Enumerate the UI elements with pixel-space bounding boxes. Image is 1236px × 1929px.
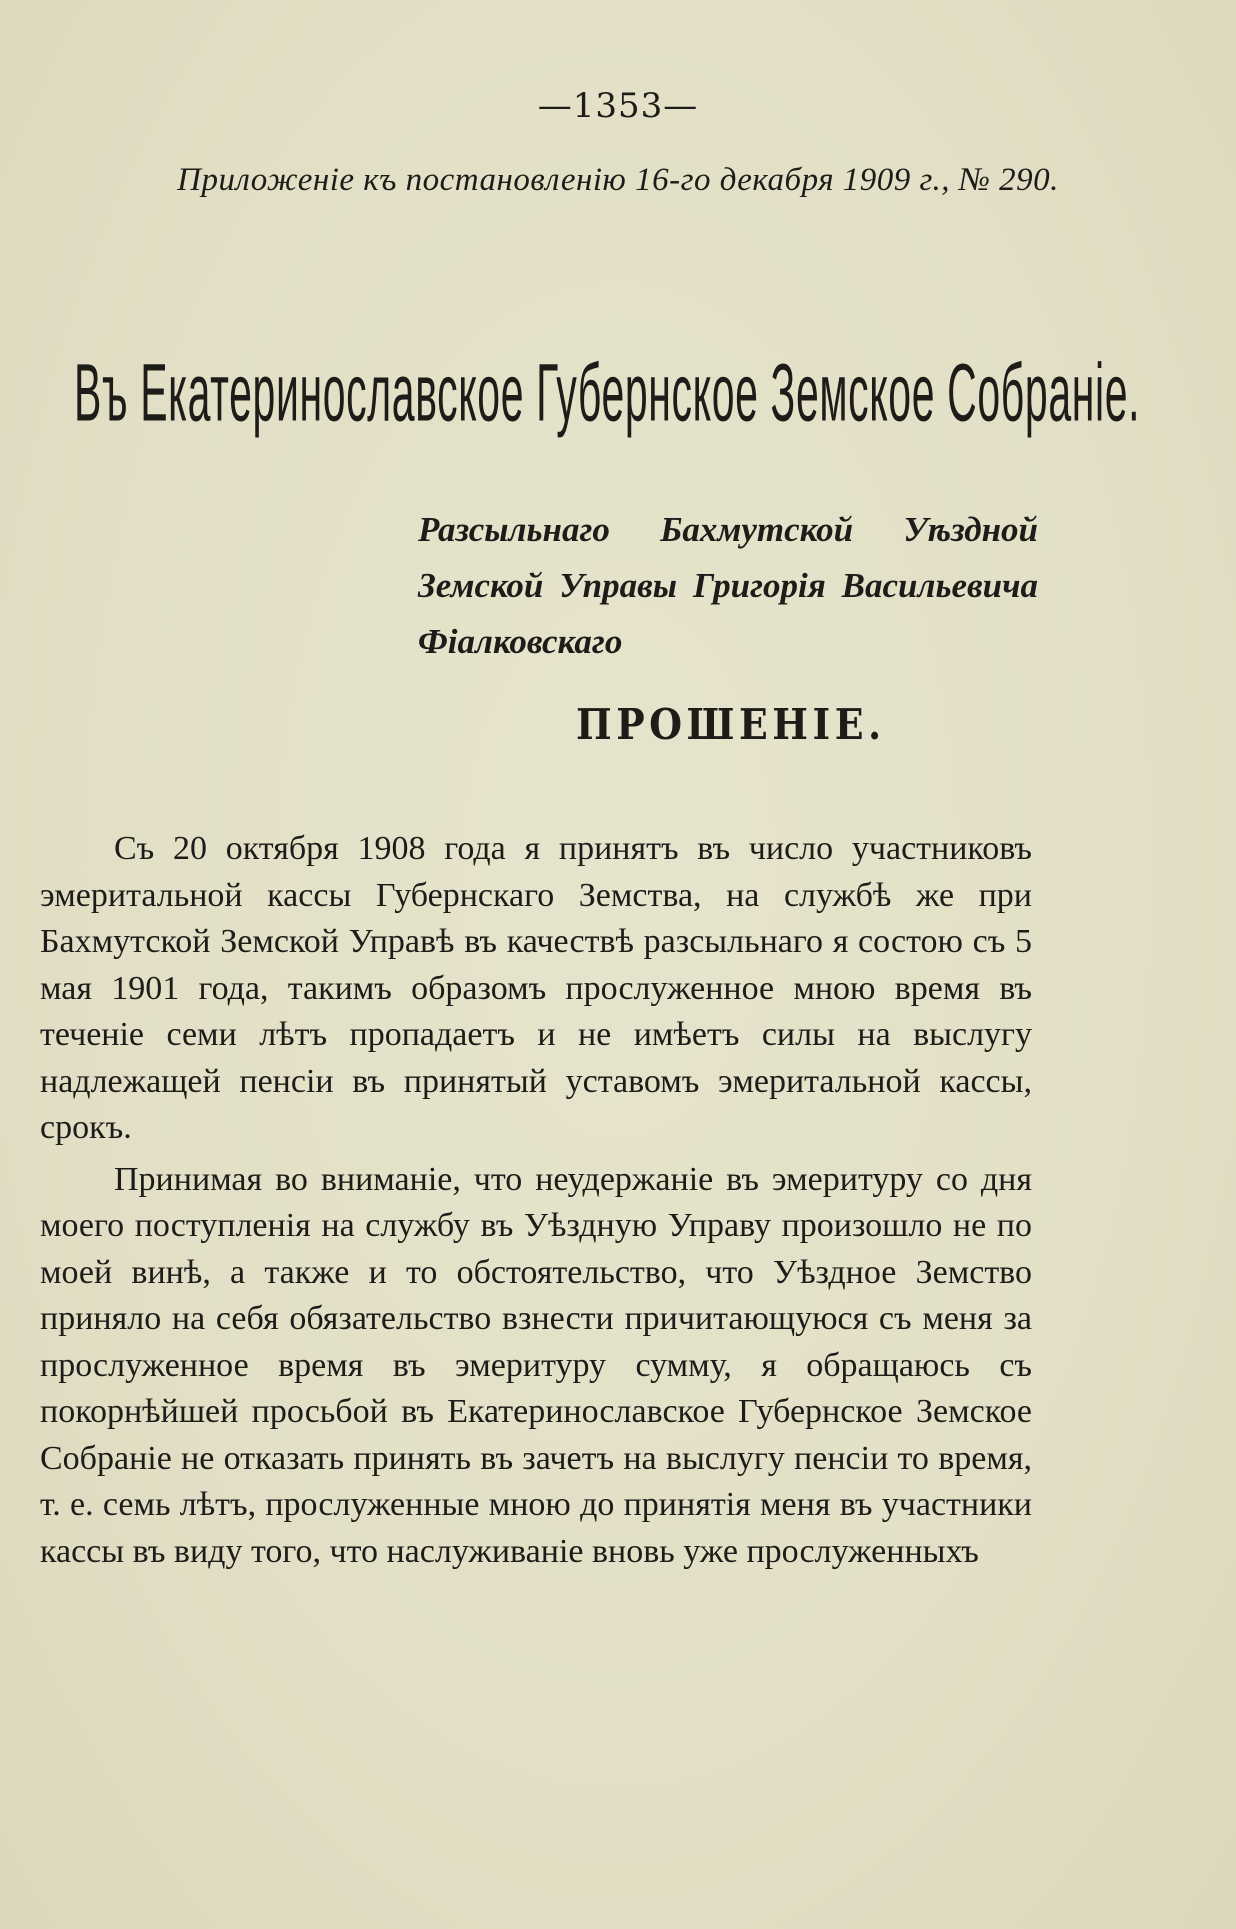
sender-block: [418, 502, 1038, 670]
appendix-reference: Приложеніе къ постановленію 16-го декабря 1909 г., № 290.: [177, 162, 1059, 198]
page-number: —1353—: [537, 86, 699, 126]
addressee-heading: Въ Екатеринославское Губернское Земское Собраніе.: [74, 346, 1141, 439]
body-paragraph-2: Принимая во вниманіе, что неудержаніе въ эмеритуру со дня моего поступленія на службу въ Уѣздную Управу произошло не по моей винѣ, а также и то обстоятельство, что Уѣздное Земство приняло на себя обязательство взнести причитающуюся съ меня за прослуженное время въ эмеритуру сумму, я обращаюсь съ покорнѣйшей просьбой въ Екатеринославское Губернское Земское Собраніе не отказать принять въ зачетъ на выслугу пенсіи то время, т. е. семь лѣтъ, прослуженные мною до принятія меня въ участники кассы въ виду того, что наслуживаніе вновь уже прослуженныхъ: [40, 1160, 1032, 1570]
body-paragraph-1: Съ 20 октября 1908 года я принятъ въ число участниковъ эмеритальной кассы Губернскаго Земства, на службѣ же при Бахмутской Земской Управѣ въ качествѣ разсыльнаго я состою съ 5 мая 1901 года, такимъ образомъ прослуженное мною время въ теченіе семи лѣтъ пропадаетъ и не имѣетъ силы на выслугу надлежащей пенсіи въ принятый уставомъ эмеритальной кассы, срокъ.: [40, 830, 1032, 1146]
document-title: ПРОШЕНІЕ.: [576, 700, 886, 749]
petition-body: [40, 826, 1032, 1580]
sender-line-1: Разсыльнаго Бахмутской Уѣздной: [418, 510, 1038, 549]
sender-line-3: Фіалковскаго: [418, 622, 623, 661]
sender-line-2: Земской Управы Григорія Васильевича: [418, 566, 1038, 605]
